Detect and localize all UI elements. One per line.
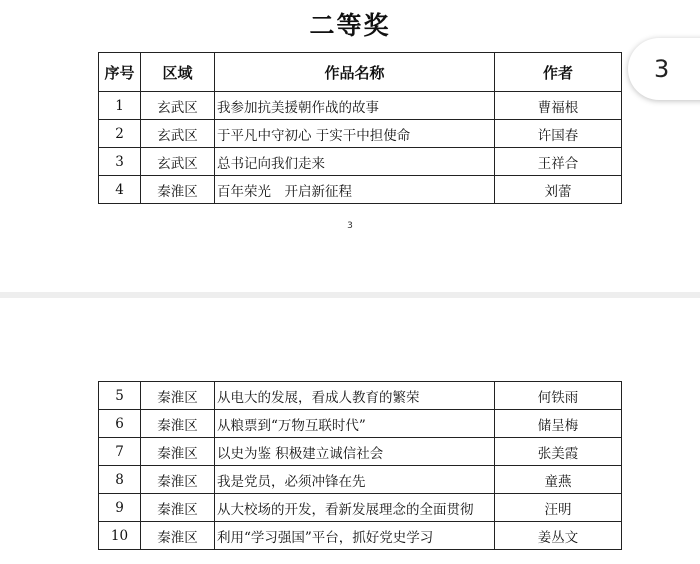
table-row (99, 410, 622, 438)
page-title: 二等奖 (309, 11, 391, 40)
cell-work: 百年荣光 开启新征程 (215, 176, 495, 204)
cell-author: 曹福根 (495, 92, 622, 120)
cell-no: 7 (99, 438, 141, 466)
cell-work: 我是党员，必须冲锋在先 (215, 466, 495, 494)
header-no: 序号 (99, 53, 141, 92)
cell-author: 姜丛文 (495, 522, 622, 550)
table-row (99, 148, 622, 176)
cell-region: 秦淮区 (141, 410, 215, 438)
cell-author: 何铁雨 (495, 382, 622, 410)
cell-no: 10 (99, 522, 141, 550)
cell-region: 玄武区 (141, 148, 215, 176)
cell-work: 从粮票到“万物互联时代” (215, 410, 495, 438)
table-row (99, 522, 622, 550)
table-row (99, 92, 622, 120)
page-indicator-badge[interactable]: 3 (628, 38, 700, 100)
cell-author: 汪明 (495, 494, 622, 522)
cell-author: 刘蕾 (495, 176, 622, 204)
cell-work: 我参加抗美援朝作战的故事 (215, 92, 495, 120)
cell-author: 童燕 (495, 466, 622, 494)
cell-work: 从大校场的开发，看新发展理念的全面贯彻 (215, 494, 495, 522)
cell-region: 秦淮区 (141, 382, 215, 410)
cell-author: 储呈梅 (495, 410, 622, 438)
table-row (99, 438, 622, 466)
cell-author: 张美霞 (495, 438, 622, 466)
cell-region: 玄武区 (141, 92, 215, 120)
award-table-page2 (98, 381, 622, 550)
cell-work: 利用“学习强国”平台，抓好党史学习 (215, 522, 495, 550)
cell-work: 从电大的发展，看成人教育的繁荣 (215, 382, 495, 410)
cell-no: 8 (99, 466, 141, 494)
cell-work: 于平凡中守初心 于实干中担使命 (215, 120, 495, 148)
table-row (99, 382, 622, 410)
cell-no: 2 (99, 120, 141, 148)
cell-author: 王祥合 (495, 148, 622, 176)
cell-no: 3 (99, 148, 141, 176)
page-number: 3 (347, 221, 353, 231)
table-row (99, 176, 622, 204)
award-table-page1 (98, 52, 622, 204)
table-row (99, 120, 622, 148)
table-row (99, 466, 622, 494)
cell-no: 9 (99, 494, 141, 522)
cell-region: 秦淮区 (141, 466, 215, 494)
cell-work: 总书记向我们走来 (215, 148, 495, 176)
cell-region: 玄武区 (141, 120, 215, 148)
header-region: 区域 (141, 53, 215, 92)
header-work: 作品名称 (215, 53, 495, 92)
header-author: 作者 (495, 53, 622, 92)
page-divider (0, 292, 700, 298)
cell-work: 以史为鉴 积极建立诚信社会 (215, 438, 495, 466)
cell-no: 5 (99, 382, 141, 410)
cell-region: 秦淮区 (141, 522, 215, 550)
cell-region: 秦淮区 (141, 176, 215, 204)
cell-region: 秦淮区 (141, 438, 215, 466)
table-header-row (99, 53, 622, 92)
table-row (99, 494, 622, 522)
cell-no: 4 (99, 176, 141, 204)
cell-author: 许国春 (495, 120, 622, 148)
cell-no: 1 (99, 92, 141, 120)
cell-no: 6 (99, 410, 141, 438)
cell-region: 秦淮区 (141, 494, 215, 522)
